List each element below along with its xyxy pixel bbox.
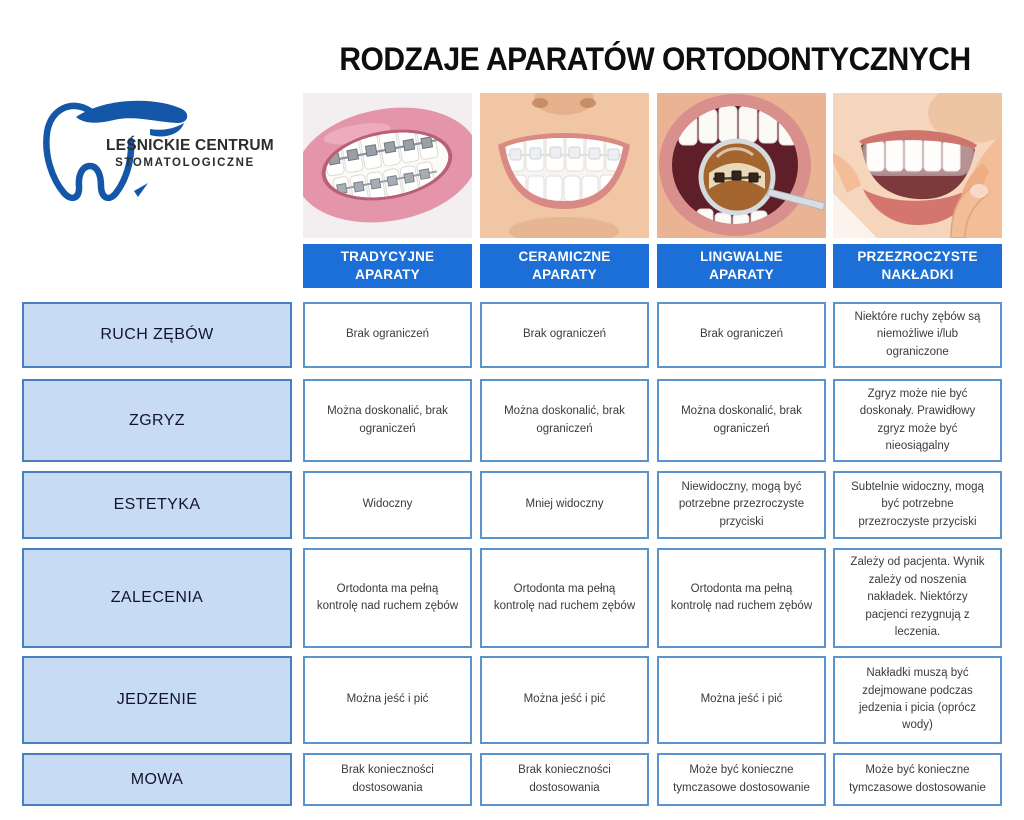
table-cell: Zgryz może nie być doskonały. Prawidłowy zgryz może być nieosiągalny [833,379,1002,462]
row-label-mowa: MOWA [22,753,292,806]
table-cell: Można jeść i pić [480,656,649,744]
table-cell: Brak ograniczeń [303,302,472,368]
table-cell: Można jeść i pić [657,656,826,744]
table-cell: Brak ograniczeń [480,302,649,368]
page-title: RODZAJE APARATÓW ORTODONTYCZNYCH [339,42,971,78]
clear-aligner-illustration [833,93,1002,238]
lingual-braces-illustration [657,93,826,238]
table-cell: Może być konieczne tymczasowe dostosowanie [833,753,1002,806]
column-header-ceramiczne-aparaty: CERAMICZNE APARATY [480,244,649,288]
table-cell: Zależy od pacjenta. Wynik zależy od noszenia nakładek. Niektórzy pacjenci rezygnują z leczenia. [833,548,1002,648]
column-header-tradycyjne-aparaty: TRADYCYJNE APARATY [303,244,472,288]
row-label-ruch-zebow: RUCH ZĘBÓW [22,302,292,368]
table-cell: Można doskonalić, brak ograniczeń [303,379,472,462]
ceramic-braces-photo [480,93,649,238]
row-label-zalecenia: ZALECENIA [22,548,292,648]
table-cell: Może być konieczne tymczasowe dostosowanie [657,753,826,806]
table-cell: Brak ograniczeń [657,302,826,368]
column-header-przezroczyste-nakladki: PRZEZROCZYSTE NAKŁADKI [833,244,1002,288]
table-cell: Ortodonta ma pełną kontrolę nad ruchem zębów [480,548,649,648]
table-cell: Ortodonta ma pełną kontrolę nad ruchem zębów [303,548,472,648]
table-cell: Brak konieczności dostosowania [480,753,649,806]
table-cell: Można doskonalić, brak ograniczeń [480,379,649,462]
clinic-name: LEŚNICKIE CENTRUM [106,137,274,154]
table-cell: Ortodonta ma pełną kontrolę nad ruchem zębów [657,548,826,648]
row-label-zgryz: ZGRYZ [22,379,292,462]
table-cell: Nakładki muszą być zdejmowane podczas jedzenia i picia (oprócz wody) [833,656,1002,744]
row-label-jedzenie: JEDZENIE [22,656,292,744]
ceramic-braces-illustration [480,93,649,238]
table-cell: Widoczny [303,471,472,539]
table-cell: Można doskonalić, brak ograniczeń [657,379,826,462]
metal-braces-illustration [303,93,472,238]
table-cell: Niektóre ruchy zębów są niemożliwe i/lub ograniczone [833,302,1002,368]
table-cell: Brak konieczności dostosowania [303,753,472,806]
lingual-braces-mirror-photo [657,93,826,238]
table-cell: Subtelnie widoczny, mogą być potrzebne przezroczyste przyciski [833,471,1002,539]
column-header-lingwalne-aparaty: LINGWALNE APARATY [657,244,826,288]
clear-aligner-photo [833,93,1002,238]
metal-braces-photo [303,93,472,238]
row-label-estetyka: ESTETYKA [22,471,292,539]
table-cell: Mniej widoczny [480,471,649,539]
clinic-subtitle: STOMATOLOGICZNE [115,157,255,169]
clinic-logo [38,95,274,210]
table-cell: Można jeść i pić [303,656,472,744]
table-cell: Niewidoczny, mogą być potrzebne przezroczyste przyciski [657,471,826,539]
